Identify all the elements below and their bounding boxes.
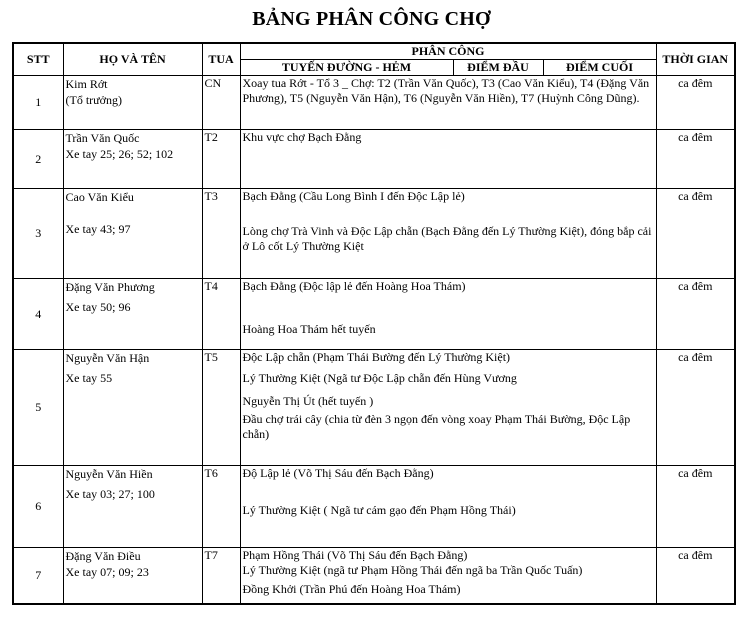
time-cell: ca đêm xyxy=(656,76,735,130)
person-name: Đặng Văn Phương xyxy=(65,280,155,294)
header-end: ĐIỂM CUỐI xyxy=(543,60,656,76)
person-name: Nguyễn Văn Hiền xyxy=(65,467,153,481)
route-line: Hoàng Hoa Thám hết tuyến xyxy=(242,322,376,336)
person-name: Trần Văn Quốc xyxy=(65,131,140,145)
header-name: HỌ VÀ TÊN xyxy=(63,43,202,76)
route-cell xyxy=(240,76,656,130)
header-start: ĐIỂM ĐẦU xyxy=(453,60,543,76)
tua-cell: T3 xyxy=(202,189,240,279)
name-cell xyxy=(63,350,202,466)
tua-cell: CN xyxy=(202,76,240,130)
time-cell: ca đêm xyxy=(656,466,735,548)
route-line: Lý Thường Kiệt (ngã tư Phạm Hồng Thái đến ngã ba Trần Quốc Tuấn) xyxy=(242,563,583,577)
person-name: Đặng Văn Điều xyxy=(65,549,141,563)
stt-cell: 5 xyxy=(13,350,63,466)
route-line: Lòng chợ Trà Vinh và Độc Lập chẵn (Bạch Đằng đến Lý Thường Kiệt), đóng bắp cải ở Lô cốt Lý Thường Kiệt xyxy=(242,224,652,253)
header-route: TUYẾN ĐƯỜNG - HẺM xyxy=(240,60,453,76)
route-line: Bạch Đằng (Độc lập lẻ đến Hoàng Hoa Thám) xyxy=(242,279,466,293)
person-sub: (Tổ trưởng) xyxy=(65,93,123,107)
name-cell xyxy=(63,279,202,350)
route-cell xyxy=(240,350,656,466)
route-line: Nguyễn Thị Út (hết tuyến ) xyxy=(242,394,374,408)
route-line: Bạch Đằng (Cầu Long Bình I đến Độc Lập lẻ) xyxy=(242,189,465,203)
stt-cell: 4 xyxy=(13,279,63,350)
name-cell xyxy=(63,189,202,279)
person-name: Cao Văn Kiểu xyxy=(65,190,134,204)
person-sub: Xe tay 55 xyxy=(65,371,113,385)
header-tua: TUA xyxy=(202,43,240,76)
stt-cell: 6 xyxy=(13,466,63,548)
time-cell: ca đêm xyxy=(656,548,735,604)
name-cell xyxy=(63,76,202,130)
person-name: Kim Rớt xyxy=(65,77,108,91)
table-row xyxy=(13,130,735,189)
route-cell xyxy=(240,130,656,189)
route-line: Độ Lập lẻ (Võ Thị Sáu đến Bạch Đằng) xyxy=(242,466,434,480)
table-row xyxy=(13,466,735,548)
table-row xyxy=(13,279,735,350)
person-name: Nguyễn Văn Hận xyxy=(65,351,150,365)
route-line: Khu vực chợ Bạch Đằng xyxy=(242,130,362,144)
stt-cell: 3 xyxy=(13,189,63,279)
tua-cell: T4 xyxy=(202,279,240,350)
route-cell xyxy=(240,279,656,350)
header-assignment: PHÂN CÔNG xyxy=(240,43,656,60)
route-line: Xoay tua Rớt - Tổ 3 _ Chợ: T2 (Trần Văn Quốc), T3 (Cao Văn Kiểu), T4 (Đặng Văn Phương), T5 (Nguyễn Văn Hận), T6 (Nguyễn Văn Hiền), T7 (Huỳnh Công Dũng). xyxy=(242,76,650,105)
tua-cell: T5 xyxy=(202,350,240,466)
table-row xyxy=(13,548,735,604)
person-sub: Xe tay 43; 97 xyxy=(65,222,131,236)
time-cell: ca đêm xyxy=(656,130,735,189)
person-sub: Xe tay 25; 26; 52; 102 xyxy=(65,147,174,161)
tua-cell: T2 xyxy=(202,130,240,189)
name-cell xyxy=(63,548,202,604)
time-cell: ca đêm xyxy=(656,279,735,350)
time-cell: ca đêm xyxy=(656,350,735,466)
route-cell xyxy=(240,466,656,548)
tua-cell: T7 xyxy=(202,548,240,604)
route-line: Đồng Khởi (Trần Phú đến Hoàng Hoa Thám) xyxy=(242,582,461,596)
assignment-table xyxy=(12,42,736,605)
header-time: THỜI GIAN xyxy=(656,43,735,76)
header-stt: STT xyxy=(13,43,63,76)
route-cell xyxy=(240,189,656,279)
stt-cell: 7 xyxy=(13,548,63,604)
stt-cell: 1 xyxy=(13,76,63,130)
tua-cell: T6 xyxy=(202,466,240,548)
route-line: Phạm Hồng Thái (Võ Thị Sáu đến Bạch Đằng) xyxy=(242,548,468,562)
route-line: Đầu chợ trái cây (chia từ đèn 3 ngọn đến vòng xoay Phạm Thái Bường, Độc Lập chẵn) xyxy=(242,412,631,441)
document-title: BẢNG PHÂN CÔNG CHỢ xyxy=(252,8,491,30)
route-cell xyxy=(240,548,656,604)
route-line: Độc Lập chẵn (Phạm Thái Bường đến Lý Thường Kiệt) xyxy=(242,350,511,364)
time-cell: ca đêm xyxy=(656,189,735,279)
route-line: Lý Thường Kiệt (Ngã tư Độc Lập chẵn đến Hùng Vương xyxy=(242,371,517,385)
person-sub: Xe tay 07; 09; 23 xyxy=(65,565,149,579)
stt-cell: 2 xyxy=(13,130,63,189)
person-sub: Xe tay 50; 96 xyxy=(65,300,131,314)
route-line: Lý Thường Kiệt ( Ngã tư cám gạo đến Phạm Hồng Thái) xyxy=(242,503,516,517)
table-row xyxy=(13,76,735,130)
table-row xyxy=(13,189,735,279)
header-row-1 xyxy=(13,43,735,60)
name-cell xyxy=(63,130,202,189)
name-cell xyxy=(63,466,202,548)
person-sub: Xe tay 03; 27; 100 xyxy=(65,487,155,501)
table-row xyxy=(13,350,735,466)
